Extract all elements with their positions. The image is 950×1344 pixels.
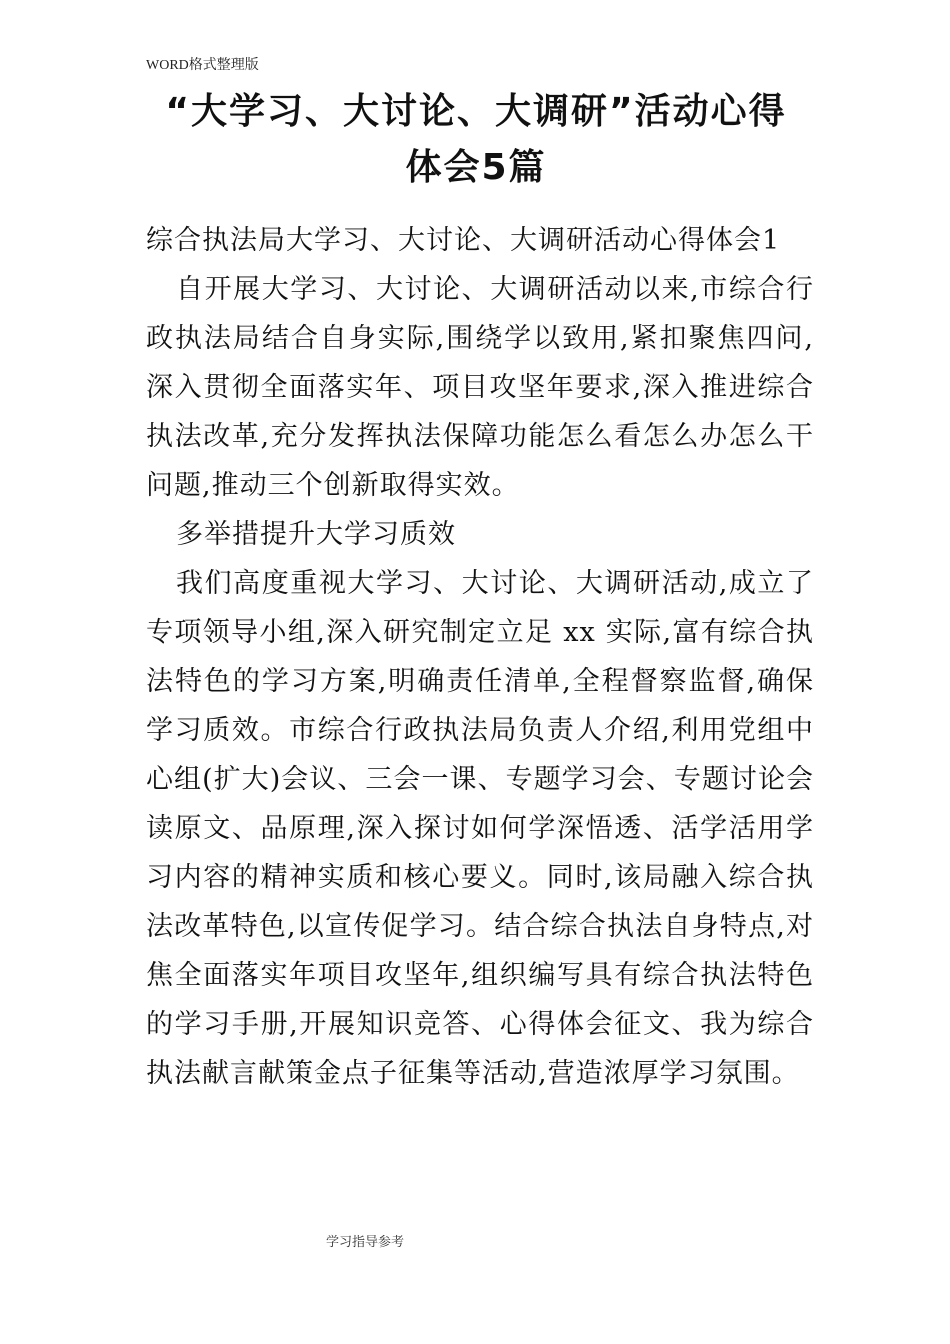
title-line-1: “大学习、大讨论、大调研”活动心得 (165, 91, 787, 132)
header-note: WORD格式整理版 (146, 58, 259, 73)
footer-note: 学习指导参考 (326, 1235, 405, 1250)
subheading: 多举措提升大学习质效 (176, 519, 456, 550)
paragraph: 自开展大学习、大讨论、大调研活动以来,市综合行政执法局结合自身实际,围绕学以致用,紧扣聚焦四问,深入贯彻全面落实年、项目攻坚年要求,深入推进综合执法改革,充分发挥执法保障功能怎么看怎么办怎么干问题,推动三个创新取得实效。 (146, 274, 814, 501)
document-body (146, 216, 814, 1098)
document-title (146, 84, 806, 196)
title-line-2: 体会5篇 (405, 147, 547, 188)
section-heading: 综合执法局大学习、大讨论、大调研活动心得体会1 (146, 225, 781, 256)
paragraph: 我们高度重视大学习、大讨论、大调研活动,成立了专项领导小组,深入研究制定立足 xx 实际,富有综合执法特色的学习方案,明确责任清单,全程督察监督,确保学习质效。市综合行政执法局负责人介绍,利用党组中心组(扩大)会议、三会一课、专题学习会、专题讨论会读原文、品原理,深入探讨如何学深悟透、活学活用学习内容的精神实质和核心要义。同时,该局融入综合执法改革特色,以宣传促学习。结合综合执法自身特点,对焦全面落实年项目攻坚年,组织编写具有综合执法特色的学习手册,开展知识竞答、心得体会征文、我为综合执法献言献策金点子征集等活动,营造浓厚学习氛围。 (146, 568, 814, 1089)
